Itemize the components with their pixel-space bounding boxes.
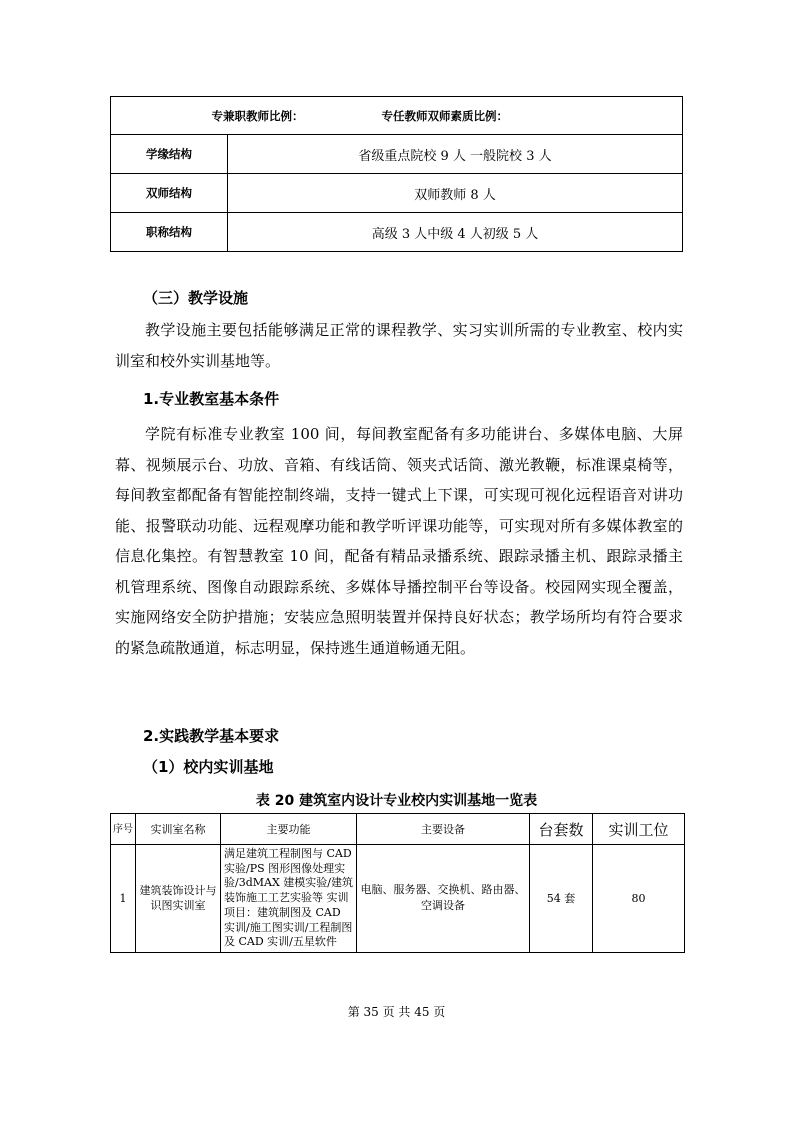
table-header-row	[111, 814, 685, 845]
classroom-paragraph: 学院有标准专业教室 100 间，每间教室配备有多功能讲台、多媒体电脑、大屏幕、视频展示台、功放、音箱、有线话筒、领夹式话筒、激光教鞭，标准课桌椅等，每间教室都配备有智能控制终端，支持一键式上下课，可实现可视化远程语音对讲功能、报警联动功能、远程观摩功能和教学听评课功能等，可实现对所有多媒体教室的信息化集控。有智慧教室 10 间，配备有精品录播系统、跟踪录播主机、跟踪录播主机管理系统、图像自动跟踪系统、多媒体导播控制平台等设备。校园网实现全覆盖，实施网络安全防护措施；安装应急照明装置并保持良好状态；教学场所均有符合要求的紧急疏散通道，标志明显，保持逃生通道畅通无阻。	[115, 425, 683, 657]
cell-function: 满足建筑工程制图与 CAD 实验/PS 图形图像处理实验/3dMAX 建模实验/建筑装饰施工工艺实验等 实训项目：建筑制图及 CAD 实训/施工图实训/工程制图及 CAD 实训/五星软件	[221, 845, 357, 953]
table-row	[111, 97, 683, 135]
intro-paragraph: 教学设施主要包括能够满足正常的课程教学、实习实训所需的专业教室、校内实训室和校外实训基地等。	[115, 321, 683, 370]
dual-teacher-ratio-label: 专任教师双师素质比例：	[381, 108, 508, 123]
table-row	[111, 845, 685, 953]
table-row	[111, 135, 683, 174]
ratio-cell	[111, 97, 683, 135]
cell-equipment: 电脑、服务器、交换机、路由器、空调设备	[357, 845, 530, 953]
row-label: 学缘结构	[111, 135, 228, 174]
subsubsection-heading: （1）校内实训基地	[143, 758, 274, 776]
cell-name: 建筑装饰设计与识图实训室	[136, 845, 221, 953]
table-row	[111, 174, 683, 213]
header-no: 序号	[111, 814, 136, 845]
row-value: 省级重点院校 9 人 一般院校 3 人	[228, 135, 683, 174]
row-label: 职称结构	[111, 213, 228, 252]
part-time-ratio-label: 专兼职教师比例：	[211, 108, 304, 123]
subsection-heading: 2.实践教学基本要求	[143, 727, 280, 745]
header-name: 实训室名称	[136, 814, 221, 845]
staff-structure-table	[110, 96, 683, 252]
cell-stations: 80	[593, 845, 685, 953]
table-caption: 表 20 建筑室内设计专业校内实训基地一览表	[255, 793, 538, 809]
header-stations: 实训工位	[593, 814, 685, 845]
header-function: 主要功能	[221, 814, 357, 845]
header-equipment: 主要设备	[357, 814, 530, 845]
page-number: 第 35 页 共 45 页	[347, 1005, 446, 1019]
row-value: 双师教师 8 人	[228, 174, 683, 213]
section-heading: （三）教学设施	[143, 289, 249, 307]
subsection-heading: 1.专业教室基本条件	[143, 390, 280, 408]
cell-no: 1	[111, 845, 136, 953]
table-row	[111, 213, 683, 252]
row-label: 双师结构	[111, 174, 228, 213]
header-sets: 台套数	[530, 814, 593, 845]
cell-sets: 54 套	[530, 845, 593, 953]
training-base-table	[110, 813, 685, 953]
row-value: 高级 3 人中级 4 人初级 5 人	[228, 213, 683, 252]
